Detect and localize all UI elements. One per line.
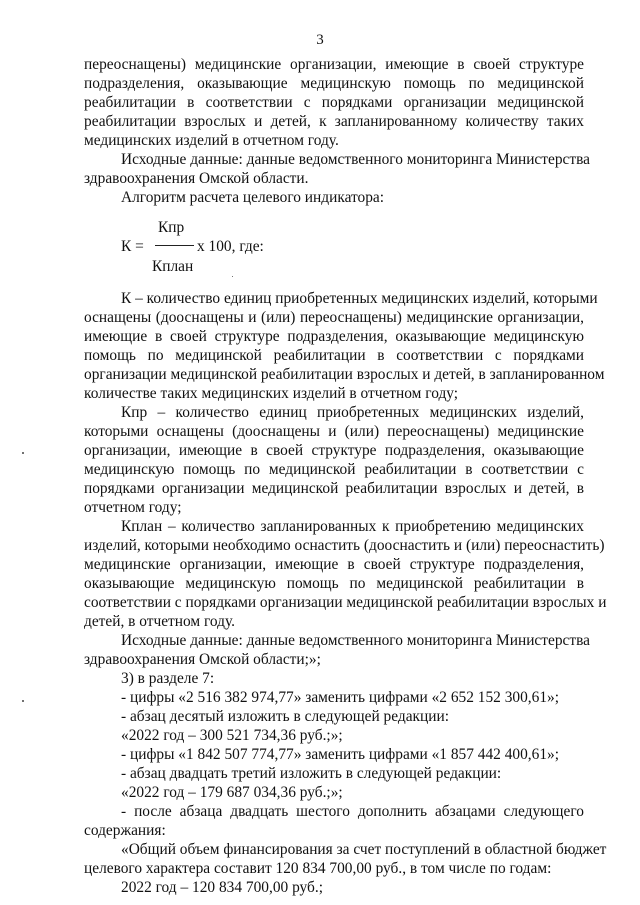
- item-5: - абзац двадцать третий изложить в следующей редакции:: [121, 765, 502, 782]
- total-para-line-1: «Общий объем финансирования за счет поступлений в областной бюджет: [121, 841, 607, 858]
- para1-line-1: переоснащены) медицинские организации, имеющие в своей структуре: [84, 56, 584, 73]
- item-4: - цифры «1 842 507 774,77» заменить цифрами «1 857 442 400,61»;: [121, 746, 560, 763]
- add-para-line-2: содержания:: [84, 822, 166, 839]
- item-3: «2022 год – 300 521 734,36 руб.;»;: [121, 727, 343, 744]
- def-k-line-1: К – количество единиц приобретенных медицинских изделий, которыми: [121, 290, 598, 307]
- def-kplan-line-5: соответствии с порядками организации медицинской реабилитации взрослых и: [84, 594, 607, 611]
- def-kplan-line-6: детей, в отчетном году.: [84, 613, 236, 630]
- def-kplan-line-1: Кплан – количество запланированных к приобретению медицинских: [121, 518, 584, 535]
- source1-line-1: Исходные данные: данные ведомственного мониторинга Министерства: [121, 151, 590, 168]
- section-heading: 3) в разделе 7:: [121, 670, 215, 687]
- def-kpr-line-3: организации, имеющие в своей структуре подразделения, оказывающие: [84, 442, 584, 459]
- page-number: 3: [316, 32, 324, 48]
- scan-speck: [232, 276, 233, 277]
- para1-line-2: подразделения, оказывающие медицинскую помощь по медицинской: [84, 75, 584, 92]
- def-kpr-line-2: которыми оснащены (дооснащены и (или) переоснащены) медицинские: [84, 423, 584, 440]
- def-k-line-2: оснащены (дооснащены и (или) переоснащены) медицинские организации,: [84, 309, 584, 326]
- def-kpr-line-1: Кпр – количество единиц приобретенных медицинских изделий,: [121, 404, 584, 421]
- para1-line-4: реабилитации взрослых и детей, к запланированному количеству таких: [84, 113, 584, 130]
- add-para-line-1: - после абзаца двадцать шестого дополнить абзацами следующего: [121, 803, 584, 820]
- def-k-line-6: количестве таких медицинских изделий в отчетном году;: [84, 385, 459, 402]
- def-k-line-4: помощь по медицинской реабилитации в соответствии с порядками: [84, 347, 584, 364]
- formula-denominator: Кплан: [152, 258, 194, 275]
- algorithm-heading: Алгоритм расчета целевого индикатора:: [121, 189, 385, 206]
- def-k-line-5: организации медицинской реабилитации взрослых и детей, в запланированном: [84, 366, 605, 383]
- fraction-bar: [155, 245, 194, 246]
- source1-line-2: здравоохранения Омской области.: [84, 170, 309, 187]
- item-6: «2022 год – 179 687 034,36 руб.;»;: [121, 784, 343, 801]
- formula-rhs: х 100, где:: [197, 238, 264, 255]
- def-kpr-line-4: медицинскую помощь по медицинской реабилитации в соответствии с: [84, 461, 584, 478]
- def-kpr-line-6: отчетном году;: [84, 499, 182, 516]
- item-2: - абзац десятый изложить в следующей редакции:: [121, 708, 449, 725]
- item-1: - цифры «2 516 382 974,77» заменить цифрами «2 652 152 300,61»;: [121, 689, 560, 706]
- scan-speck: [22, 452, 24, 454]
- para1-line-3: реабилитации в соответствии с порядками организации медицинской: [84, 94, 584, 111]
- formula-numerator: Кпр: [158, 219, 185, 236]
- scan-speck: [22, 700, 24, 702]
- def-kplan-line-4: оказывающие медицинскую помощь по медицинской реабилитации в: [84, 575, 584, 592]
- def-kplan-line-3: медицинские организации, имеющие в своей структуре подразделения,: [84, 556, 584, 573]
- def-kpr-line-5: порядками организации медицинской реабилитации взрослых и детей, в: [84, 480, 584, 497]
- formula-lhs: К =: [121, 238, 144, 255]
- def-k-line-3: имеющие в своей структуре подразделения, оказывающие медицинскую: [84, 328, 584, 345]
- source2-line-1: Исходные данные: данные ведомственного мониторинга Министерства: [121, 632, 590, 649]
- source2-line-2: здравоохранения Омской области;»;: [84, 651, 321, 668]
- def-kplan-line-2: изделий, которыми необходимо оснастить (дооснастить и (или) переоснастить): [84, 537, 605, 554]
- total-para-line-2: целевого характера составит 120 834 700,00 руб., в том числе по годам:: [84, 860, 552, 877]
- year-line: 2022 год – 120 834 700,00 руб.;: [121, 879, 324, 896]
- para1-line-5: медицинских изделий в отчетном году.: [84, 132, 339, 149]
